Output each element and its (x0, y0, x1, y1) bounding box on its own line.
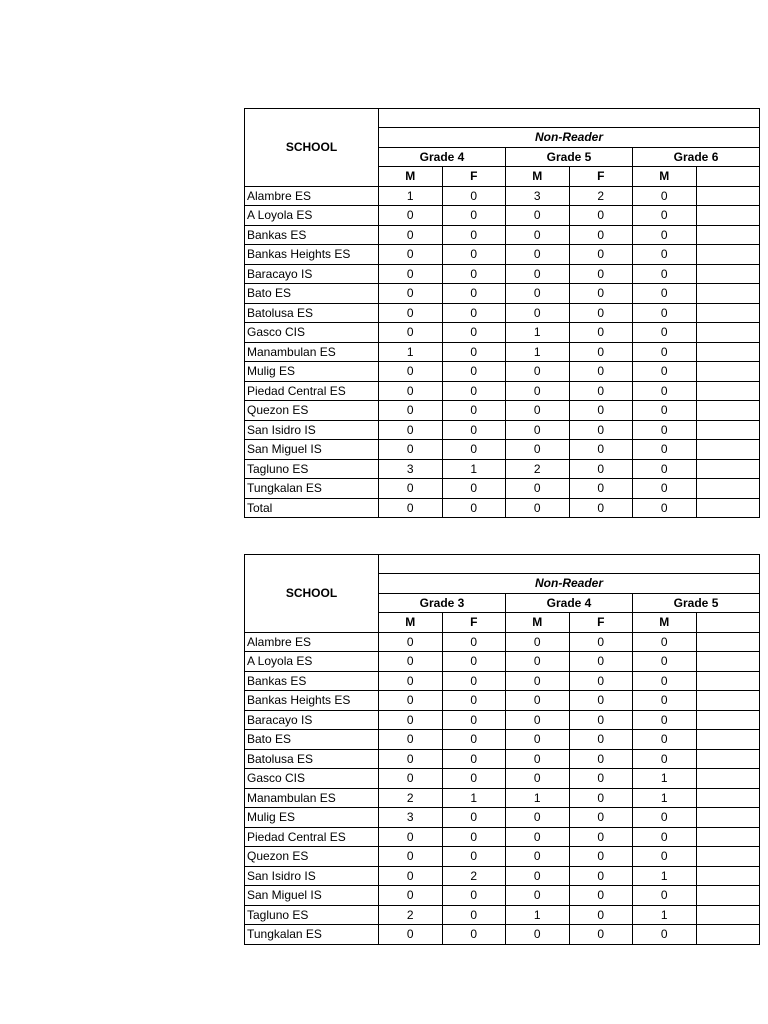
count-cell-empty (696, 342, 760, 362)
sex-header: F (569, 167, 633, 187)
count-cell: 1 (506, 788, 570, 808)
count-cell: 0 (379, 866, 443, 886)
count-cell: 0 (379, 245, 443, 265)
count-cell: 1 (633, 788, 697, 808)
count-cell: 0 (569, 866, 633, 886)
count-cell: 0 (633, 479, 697, 499)
count-cell: 0 (379, 730, 443, 750)
count-cell: 0 (379, 652, 443, 672)
count-cell: 0 (633, 808, 697, 828)
count-cell-empty (696, 206, 760, 226)
grade-header: Grade 5 (633, 593, 760, 613)
count-cell-empty (696, 401, 760, 421)
count-cell: 0 (506, 284, 570, 304)
count-cell: 0 (569, 827, 633, 847)
count-cell: 0 (442, 827, 506, 847)
table-row (245, 264, 760, 284)
count-cell: 0 (442, 691, 506, 711)
count-cell: 0 (633, 459, 697, 479)
table-row (245, 749, 760, 769)
count-cell-empty (696, 479, 760, 499)
count-cell: 2 (506, 459, 570, 479)
count-cell-empty (696, 925, 760, 945)
school-name-cell: Alambre ES (245, 186, 379, 206)
count-cell-empty (696, 381, 760, 401)
count-cell: 0 (569, 362, 633, 382)
count-cell: 1 (506, 342, 570, 362)
school-name-cell: Bato ES (245, 730, 379, 750)
count-cell: 0 (633, 652, 697, 672)
count-cell: 0 (633, 749, 697, 769)
count-cell: 0 (569, 264, 633, 284)
non-reader-table-1 (244, 108, 719, 518)
school-name-cell: Total (245, 498, 379, 518)
count-cell: 0 (442, 632, 506, 652)
count-cell: 0 (442, 808, 506, 828)
count-cell: 0 (379, 632, 443, 652)
count-cell: 0 (506, 206, 570, 226)
count-cell: 0 (506, 632, 570, 652)
count-cell: 0 (633, 401, 697, 421)
count-cell-empty (696, 225, 760, 245)
school-name-cell: Tagluno ES (245, 459, 379, 479)
count-cell: 0 (569, 401, 633, 421)
table-row (245, 186, 760, 206)
school-name-cell: A Loyola ES (245, 206, 379, 226)
count-cell: 0 (379, 847, 443, 867)
table-row (245, 808, 760, 828)
count-cell: 0 (506, 420, 570, 440)
count-cell: 0 (633, 498, 697, 518)
count-cell: 0 (379, 671, 443, 691)
count-cell: 0 (569, 886, 633, 906)
count-cell: 0 (442, 440, 506, 460)
table-row (245, 730, 760, 750)
table-row (245, 420, 760, 440)
school-name-cell: Bankas ES (245, 225, 379, 245)
school-name-cell: San Isidro IS (245, 420, 379, 440)
school-name-cell: Tungkalan ES (245, 925, 379, 945)
count-cell: 0 (442, 323, 506, 343)
count-cell: 0 (506, 245, 570, 265)
sex-header-empty (696, 613, 760, 633)
school-name-cell: Quezon ES (245, 401, 379, 421)
count-cell: 0 (633, 730, 697, 750)
sex-header: F (569, 613, 633, 633)
count-cell: 0 (569, 788, 633, 808)
count-cell: 2 (442, 866, 506, 886)
count-cell: 0 (633, 440, 697, 460)
count-cell: 2 (379, 905, 443, 925)
table-row (245, 245, 760, 265)
count-cell: 0 (506, 225, 570, 245)
count-cell: 0 (633, 381, 697, 401)
count-cell: 0 (569, 808, 633, 828)
count-cell-empty (696, 886, 760, 906)
count-cell: 0 (633, 342, 697, 362)
count-cell: 0 (442, 225, 506, 245)
table-row (245, 362, 760, 382)
sex-header: M (506, 613, 570, 633)
sex-header: F (442, 613, 506, 633)
count-cell: 3 (379, 808, 443, 828)
count-cell: 0 (633, 245, 697, 265)
table-row (245, 671, 760, 691)
school-name-cell: San Miguel IS (245, 886, 379, 906)
school-name-cell: San Miguel IS (245, 440, 379, 460)
count-cell: 0 (442, 710, 506, 730)
count-cell: 0 (506, 479, 570, 499)
school-name-cell: Mulig ES (245, 808, 379, 828)
non-reader-table-2 (244, 554, 719, 945)
count-cell: 0 (569, 847, 633, 867)
count-cell: 0 (442, 652, 506, 672)
count-cell: 0 (633, 886, 697, 906)
grade-header: Grade 6 (633, 147, 760, 167)
count-cell: 0 (569, 671, 633, 691)
count-cell: 0 (569, 632, 633, 652)
count-cell: 0 (442, 671, 506, 691)
school-header: SCHOOL (245, 109, 379, 187)
count-cell: 0 (506, 652, 570, 672)
table-row (245, 323, 760, 343)
school-name-cell: A Loyola ES (245, 652, 379, 672)
count-cell: 0 (633, 362, 697, 382)
table-row (245, 905, 760, 925)
count-cell-empty (696, 769, 760, 789)
school-name-cell: Batolusa ES (245, 303, 379, 323)
count-cell: 0 (379, 925, 443, 945)
count-cell-empty (696, 284, 760, 304)
count-cell: 0 (442, 206, 506, 226)
count-cell: 0 (506, 671, 570, 691)
count-cell: 1 (442, 788, 506, 808)
table-row (245, 866, 760, 886)
count-cell: 0 (633, 206, 697, 226)
count-cell: 0 (633, 632, 697, 652)
count-cell: 0 (442, 284, 506, 304)
count-cell: 0 (633, 225, 697, 245)
count-cell: 0 (569, 905, 633, 925)
count-cell: 0 (506, 827, 570, 847)
sex-header: M (506, 167, 570, 187)
count-cell: 0 (379, 769, 443, 789)
table-row (245, 440, 760, 460)
table-row (245, 303, 760, 323)
count-cell-empty (696, 362, 760, 382)
table-row (245, 769, 760, 789)
count-cell: 0 (633, 303, 697, 323)
count-cell-empty (696, 730, 760, 750)
school-name-cell: Batolusa ES (245, 749, 379, 769)
school-name-cell: San Isidro IS (245, 866, 379, 886)
table-row (245, 225, 760, 245)
header-row-blank (245, 555, 760, 574)
count-cell: 0 (379, 691, 443, 711)
count-cell: 0 (569, 342, 633, 362)
count-cell: 3 (506, 186, 570, 206)
count-cell: 0 (569, 303, 633, 323)
count-cell: 0 (633, 691, 697, 711)
count-cell: 0 (442, 401, 506, 421)
count-cell: 0 (379, 303, 443, 323)
count-cell: 0 (506, 362, 570, 382)
count-cell: 0 (569, 284, 633, 304)
count-cell: 1 (379, 342, 443, 362)
count-cell: 0 (506, 264, 570, 284)
school-name-cell: Mulig ES (245, 362, 379, 382)
school-name-cell: Gasco CIS (245, 323, 379, 343)
count-cell: 0 (506, 498, 570, 518)
count-cell: 0 (442, 420, 506, 440)
count-cell: 0 (506, 710, 570, 730)
count-cell-empty (696, 323, 760, 343)
category-header: Non-Reader (379, 574, 760, 594)
count-cell: 0 (506, 691, 570, 711)
count-cell-empty (696, 440, 760, 460)
count-cell: 0 (442, 886, 506, 906)
count-cell: 0 (379, 498, 443, 518)
school-name-cell: Piedad Central ES (245, 827, 379, 847)
count-cell: 1 (506, 323, 570, 343)
count-cell: 0 (379, 420, 443, 440)
count-cell: 0 (569, 710, 633, 730)
count-cell-empty (696, 691, 760, 711)
count-cell: 0 (633, 323, 697, 343)
header-blank-cell (379, 109, 760, 128)
table-row (245, 632, 760, 652)
count-cell: 0 (506, 401, 570, 421)
count-cell: 0 (569, 730, 633, 750)
count-cell: 0 (633, 186, 697, 206)
table-row (245, 479, 760, 499)
count-cell: 0 (569, 479, 633, 499)
table-row (245, 827, 760, 847)
count-cell: 0 (379, 284, 443, 304)
count-cell-empty (696, 652, 760, 672)
count-cell-empty (696, 827, 760, 847)
count-cell: 0 (633, 671, 697, 691)
count-cell: 0 (569, 440, 633, 460)
count-cell: 0 (569, 691, 633, 711)
school-name-cell: Bankas Heights ES (245, 245, 379, 265)
count-cell: 3 (379, 459, 443, 479)
count-cell: 1 (379, 186, 443, 206)
count-cell: 0 (633, 420, 697, 440)
header-blank-cell (379, 555, 760, 574)
count-cell: 0 (442, 749, 506, 769)
table-row (245, 652, 760, 672)
school-name-cell: Alambre ES (245, 632, 379, 652)
table-row (245, 401, 760, 421)
grade-header: Grade 4 (506, 593, 633, 613)
count-cell: 0 (379, 401, 443, 421)
table-row (245, 710, 760, 730)
count-cell: 0 (506, 808, 570, 828)
count-cell: 0 (442, 303, 506, 323)
table-row (245, 381, 760, 401)
count-cell: 0 (379, 362, 443, 382)
count-cell-empty (696, 498, 760, 518)
count-cell: 2 (379, 788, 443, 808)
count-cell: 0 (379, 206, 443, 226)
count-cell: 0 (442, 847, 506, 867)
count-cell: 0 (442, 479, 506, 499)
count-cell: 0 (569, 245, 633, 265)
data-table (244, 108, 760, 518)
table-row (245, 886, 760, 906)
school-header: SCHOOL (245, 555, 379, 633)
count-cell: 0 (569, 769, 633, 789)
count-cell: 0 (633, 264, 697, 284)
count-cell-empty (696, 847, 760, 867)
count-cell-empty (696, 671, 760, 691)
school-name-cell: Piedad Central ES (245, 381, 379, 401)
table-row (245, 498, 760, 518)
count-cell: 0 (442, 925, 506, 945)
count-cell: 0 (569, 381, 633, 401)
count-cell: 0 (379, 440, 443, 460)
count-cell: 0 (442, 730, 506, 750)
count-cell: 0 (379, 886, 443, 906)
table-row (245, 342, 760, 362)
table-row (245, 788, 760, 808)
school-name-cell: Bankas ES (245, 671, 379, 691)
school-name-cell: Bato ES (245, 284, 379, 304)
count-cell-empty (696, 710, 760, 730)
school-name-cell: Baracayo IS (245, 710, 379, 730)
grade-header: Grade 4 (379, 147, 506, 167)
sex-header: M (633, 167, 697, 187)
count-cell: 0 (442, 362, 506, 382)
count-cell: 0 (379, 225, 443, 245)
count-cell: 1 (633, 905, 697, 925)
count-cell: 0 (442, 769, 506, 789)
count-cell: 0 (442, 381, 506, 401)
table-row (245, 925, 760, 945)
sex-header: F (442, 167, 506, 187)
count-cell-empty (696, 905, 760, 925)
count-cell: 0 (569, 749, 633, 769)
sex-header-empty (696, 167, 760, 187)
count-cell: 2 (569, 186, 633, 206)
count-cell-empty (696, 264, 760, 284)
school-name-cell: Baracayo IS (245, 264, 379, 284)
sex-header: M (379, 613, 443, 633)
count-cell: 0 (569, 925, 633, 945)
count-cell: 0 (442, 342, 506, 362)
header-row-blank (245, 109, 760, 128)
count-cell: 1 (442, 459, 506, 479)
count-cell-empty (696, 420, 760, 440)
count-cell: 0 (569, 206, 633, 226)
count-cell: 0 (379, 749, 443, 769)
count-cell: 0 (442, 245, 506, 265)
count-cell: 0 (633, 925, 697, 945)
grade-header: Grade 5 (506, 147, 633, 167)
school-name-cell: Manambulan ES (245, 342, 379, 362)
count-cell: 0 (506, 925, 570, 945)
table-row (245, 206, 760, 226)
count-cell: 0 (569, 323, 633, 343)
school-name-cell: Bankas Heights ES (245, 691, 379, 711)
count-cell: 0 (633, 284, 697, 304)
count-cell: 0 (633, 847, 697, 867)
count-cell: 1 (633, 866, 697, 886)
count-cell: 0 (379, 479, 443, 499)
count-cell-empty (696, 303, 760, 323)
count-cell: 0 (506, 847, 570, 867)
data-table (244, 554, 760, 945)
count-cell: 0 (379, 827, 443, 847)
count-cell: 0 (442, 186, 506, 206)
count-cell: 0 (506, 730, 570, 750)
school-name-cell: Gasco CIS (245, 769, 379, 789)
count-cell: 0 (569, 459, 633, 479)
category-header: Non-Reader (379, 128, 760, 148)
table-row (245, 284, 760, 304)
count-cell: 0 (633, 827, 697, 847)
sex-header: M (633, 613, 697, 633)
count-cell-empty (696, 245, 760, 265)
count-cell-empty (696, 866, 760, 886)
count-cell: 0 (633, 710, 697, 730)
grade-header: Grade 3 (379, 593, 506, 613)
count-cell-empty (696, 632, 760, 652)
count-cell: 0 (569, 652, 633, 672)
count-cell-empty (696, 459, 760, 479)
school-name-cell: Tungkalan ES (245, 479, 379, 499)
count-cell: 0 (506, 440, 570, 460)
count-cell: 0 (506, 769, 570, 789)
table-row (245, 847, 760, 867)
count-cell: 0 (569, 225, 633, 245)
school-name-cell: Tagluno ES (245, 905, 379, 925)
count-cell: 0 (569, 498, 633, 518)
count-cell: 1 (633, 769, 697, 789)
count-cell: 0 (442, 905, 506, 925)
count-cell: 0 (379, 323, 443, 343)
count-cell-empty (696, 788, 760, 808)
count-cell: 0 (506, 886, 570, 906)
table-row (245, 691, 760, 711)
count-cell: 0 (379, 264, 443, 284)
count-cell-empty (696, 808, 760, 828)
count-cell-empty (696, 186, 760, 206)
count-cell: 0 (506, 303, 570, 323)
school-name-cell: Quezon ES (245, 847, 379, 867)
count-cell: 0 (569, 420, 633, 440)
sex-header: M (379, 167, 443, 187)
count-cell: 0 (442, 498, 506, 518)
count-cell: 0 (379, 381, 443, 401)
count-cell-empty (696, 749, 760, 769)
count-cell: 0 (506, 381, 570, 401)
count-cell: 0 (442, 264, 506, 284)
count-cell: 0 (506, 866, 570, 886)
school-name-cell: Manambulan ES (245, 788, 379, 808)
table-row (245, 459, 760, 479)
count-cell: 1 (506, 905, 570, 925)
count-cell: 0 (379, 710, 443, 730)
count-cell: 0 (506, 749, 570, 769)
